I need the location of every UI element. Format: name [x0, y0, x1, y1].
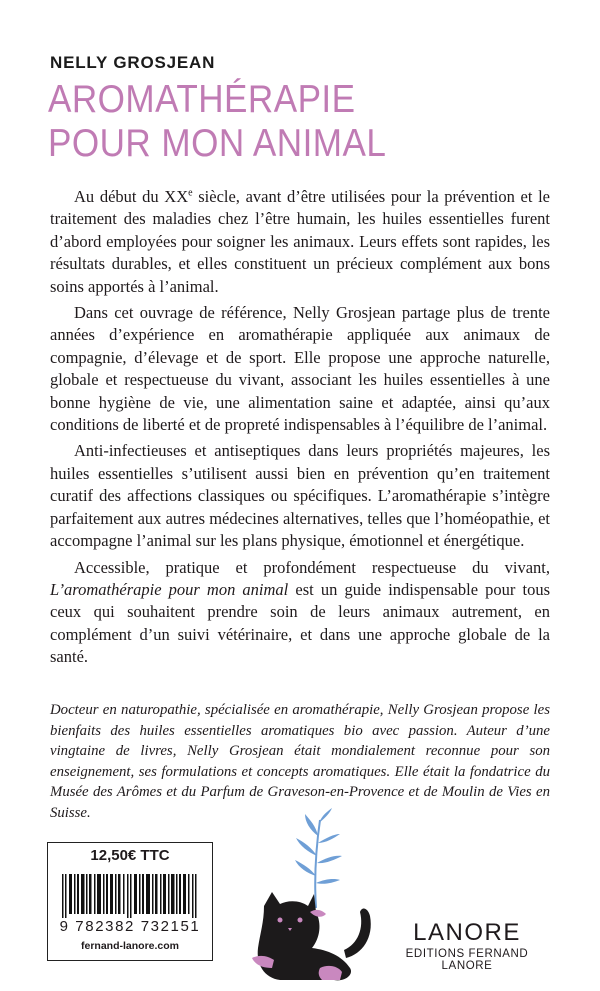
- publisher-name: EDITIONS FERNAND LANORE: [405, 948, 529, 972]
- plant-illustration: [295, 808, 342, 908]
- p4-text-a: Accessible, pratique et profondément respectueuse du vivant,: [74, 557, 550, 577]
- summary-text: [50, 186, 550, 673]
- author-bio: Docteur en naturopathie, spécialisée en aromathérapie, Nelly Grosjean propose les bienfaits des huiles essentielles aromatiques bio avec passion. Auteur d’une vingtaine de livres, Nelly Grosjean était mondialement reconnue pour son enseignement, ses formulations et concepts aromatiques. Elle était la fondatrice du Musée des Arômes et du Parfum de Graveson-en-Provence et de Moulin de Vies en Suisse.: [50, 702, 550, 821]
- title-line-2: POUR MON ANIMAL: [48, 122, 387, 165]
- publisher-website: fernand-lanore.com: [80, 940, 180, 952]
- cat-body: [252, 892, 371, 980]
- publisher-logo-text: LANORE: [413, 919, 521, 946]
- book-title: [48, 78, 386, 166]
- price: 12,50€ TTC: [90, 847, 170, 864]
- p1-text-b: siècle, avant d’être utilisées pour la prévention et le traitement des maladies chez l’être humain, les huiles essentielles furent d’abord employées pour soigner les animaux. Leurs effets sont rapides, les résultats durables, et elles constituent un précieux complément aux bons soins apportés à l’animal.: [50, 187, 551, 296]
- isbn-number: 9 782382 732151: [59, 918, 201, 935]
- barcode-icon: [62, 874, 198, 918]
- cat-illustration: [250, 808, 380, 983]
- p1-text-a: Au début du XX: [74, 187, 189, 206]
- summary-paragraph-2: Dans cet ouvrage de référence, Nelly Grosjean partage plus de trente années d’expérience en aromathérapie appliquée aux animaux de compagnie, d’élevage et de sport. Elle propose une approche naturelle, globale et respectueuse du vivant, associant les huiles essentielles à une bonne hygiène de vie, une alimentation saine et adaptée, ainsi qu’aux conditions de liberté et de propreté indispensables à l’équilibre de l’animal.: [50, 303, 550, 435]
- p4-text-b: est un guide indispensable pour tous ceux qui souhaitent prendre soin de leurs animaux autrement, en complément d’un suivi vétérinaire, et dans une approche globale de la santé.: [50, 579, 550, 667]
- author-name: NELLY GROSJEAN: [50, 53, 216, 72]
- summary-paragraph-4: [50, 557, 550, 669]
- summary-paragraph-1: [50, 186, 550, 298]
- title-line-1: AROMATHÉRAPIE: [48, 78, 356, 121]
- p4-book-title: L’aromathérapie pour mon animal: [50, 579, 289, 599]
- p1-superscript: e: [188, 187, 193, 199]
- barcode-box: [47, 842, 213, 961]
- summary-paragraph-3: Anti-infectieuses et antiseptiques dans leurs propriétés majeures, les huiles essentielles s’utilisent aussi bien en prévention qu’en traitement curatif des affections classiques ou spécifiques. L’aromathérapie s’intègre parfaitement aux autres médecines alternatives, telles que l’homéopathie, et accompagne l’animal sur les plans physique, émotionnel et énergétique.: [50, 441, 550, 551]
- publisher-logo: [380, 920, 554, 972]
